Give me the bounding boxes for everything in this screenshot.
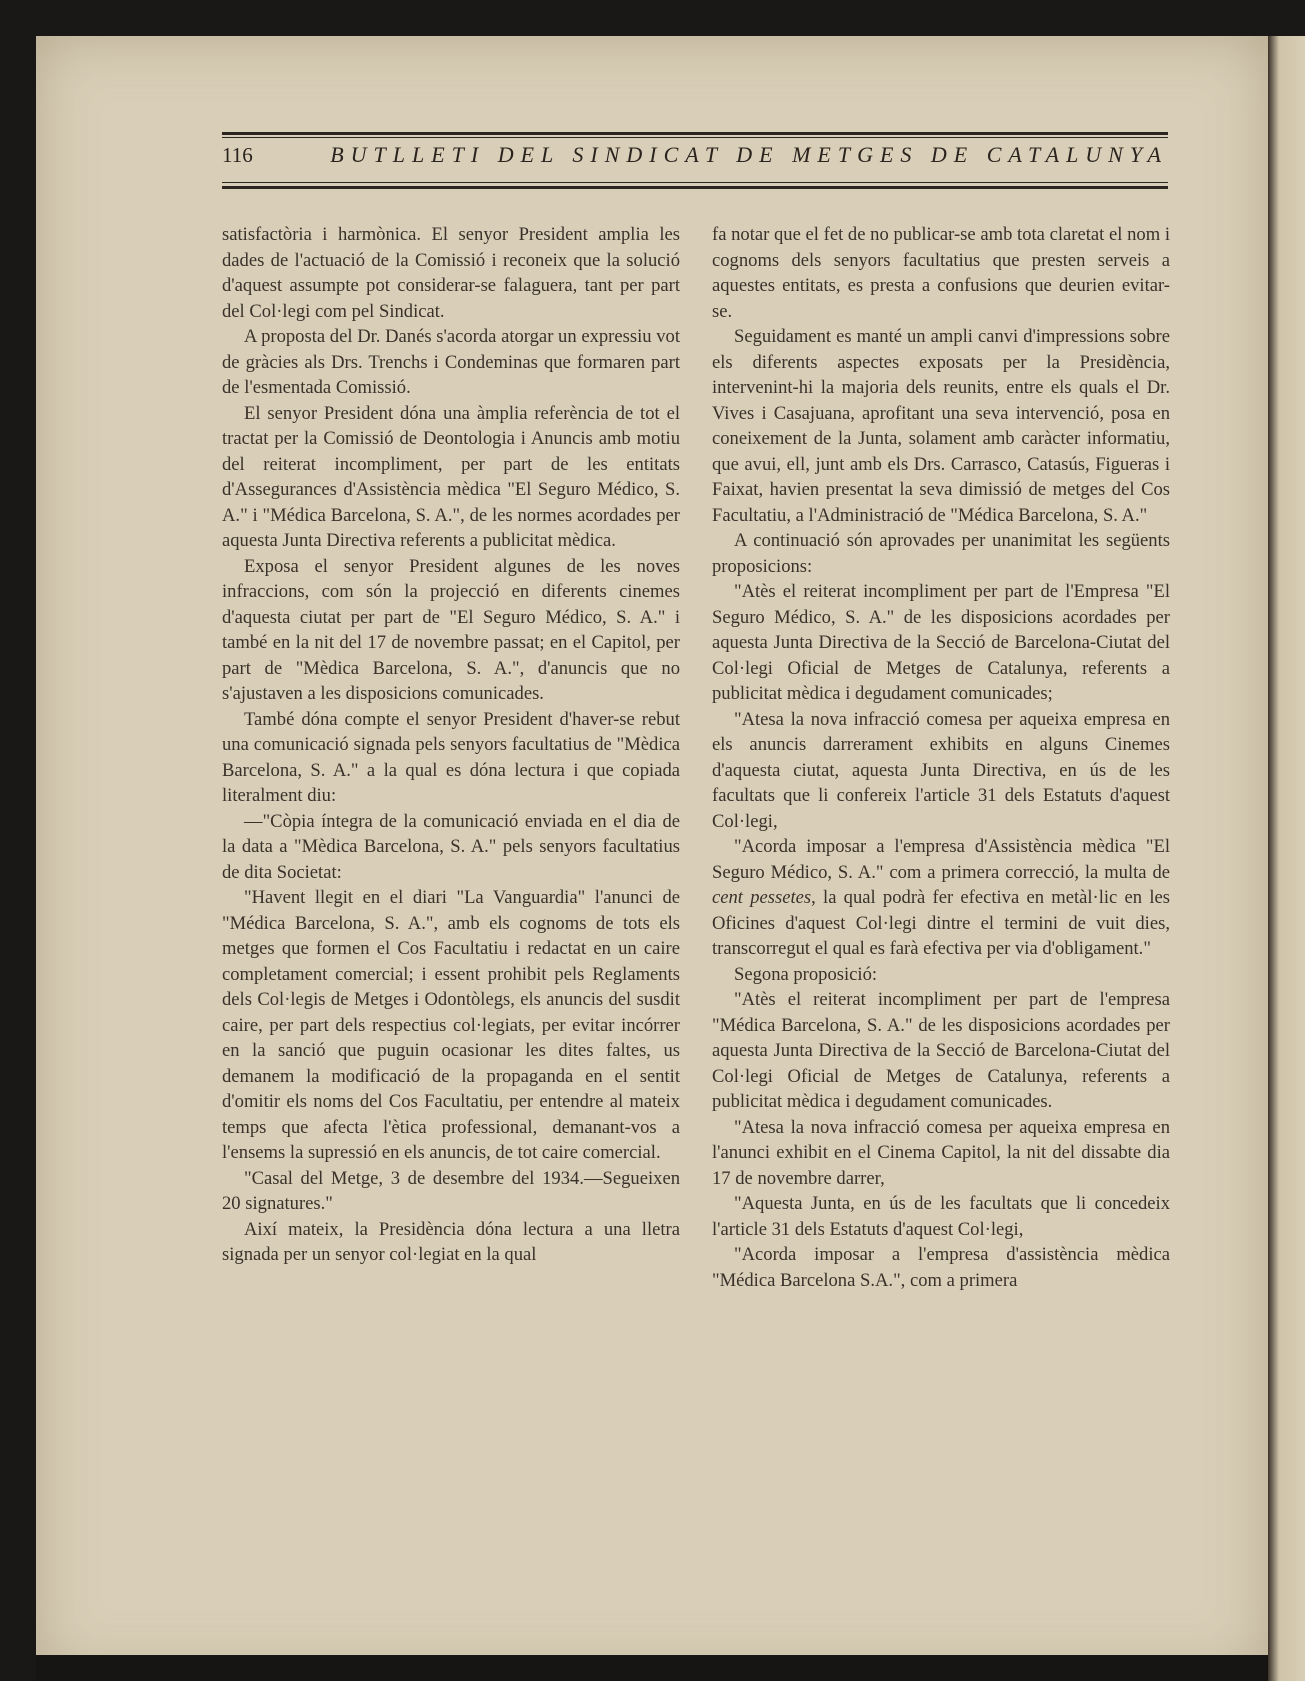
paragraph: "Aquesta Junta, en ús de les facultats que li concedeix l'article 31 dels Estatuts d'aquest Col·legi, — [712, 1193, 1170, 1240]
header-rule-bottom — [222, 186, 1168, 189]
paragraph: A proposta del Dr. Danés s'acorda atorgar un expressiu vot de gràcies als Drs. Trenchs i Condeminas que formaren part de l'esmentada Comissió. — [222, 326, 680, 398]
paragraph: —"Còpia íntegra de la comunicació enviada en el dia de la data a "Mèdica Barcelona, S. A." pels senyors facultatius de dita Societat: — [222, 810, 680, 883]
paragraph: Seguidament es manté un ampli canvi d'impressions sobre els diferents aspectes exposats per la Presidència, intervenint-hi la majoria dels reunits, entre els quals el Dr. Vives i Casajuana, aprofitant una seva intervenció, posa en coneixement de la Junta, solament amb caràcter informatiu, que avui, ell, junt amb els Drs. Carrasco, Catasús, Figueras i Faixat, havien presentat la seva dimissió de metges del Cos Facultatiu, a l'Administració de "Médica Barcelona, S. A." — [712, 326, 1170, 526]
header-rule-top-thin — [222, 137, 1168, 138]
paragraph: "Atès el reiterat incompliment per part de l'Empresa "El Seguro Médico, S. A." de les disposicions acordades per aquesta Junta Directiva de la Secció de Barcelona-Ciutat del Col·legi Oficial de Metges de Catalunya, referents a publicitat mèdica i degudament comunicades; — [712, 581, 1170, 704]
left-column — [222, 222, 680, 1268]
paragraph: "Acorda imposar a l'empresa d'assistència mèdica "Médica Barcelona S.A.", com a primera — [712, 1244, 1170, 1291]
paragraph: Així mateix, la Presidència dóna lectura a una lletra signada per un senyor col·legiat en la qual — [222, 1218, 680, 1265]
right-column — [712, 222, 1170, 1293]
paragraph: "Atesa la nova infracció comesa per aqueixa empresa en els anuncis darrerament exhibits en alguns Cinemes d'aquesta ciutat, aquesta Junta Directiva, en ús de les facultats que li confereix l'article 31 dels Estatuts d'aquest Col·legi, — [712, 708, 1170, 832]
paragraph: "Havent llegit en el diari "La Vanguardia" l'anunci de "Médica Barcelona, S. A.", amb els cognoms de tots els metges que formen el Cos Facultatiu i redactat en un caire completament comercial; i essent prohibit pels Reglaments dels Col·legis de Metges i Odontòlegs, els anuncis del susdit caire, per part dels respectius col·legiats, per evitar incórrer en la sanció que puguin ocasionar les dites faltes, us demanem la modificació de la propaganda en el sentit d'omitir els noms del Cos Facultatiu, per entendre al mateix temps que afecta l'ètica professional, demanant-vos a l'ensems la supressió en els anuncis, de tot caire comercial. — [222, 887, 680, 1163]
paragraph: A continuació són aprovades per unanimitat les següents proposicions: — [712, 530, 1170, 577]
paragraph: "Casal del Metge, 3 de desembre del 1934.—Segueixen 20 signatures." — [222, 1167, 680, 1214]
paragraph: "Atès el reiterat incompliment per part de l'empresa "Médica Barcelona, S. A." de les disposicions acordades per aquesta Junta Directiva de la Secció de Barcelona-Ciutat del Col·legi Oficial de Metges de Catalunya, referents a publicitat mèdica i degudament comunicades. — [712, 989, 1170, 1112]
paragraph: fa notar que el fet de no publicar-se amb tota claretat el nom i cognoms dels senyors facultatius que presten serveis a aquestes entitats, es presta a confusions que deurien evitar-se. — [712, 224, 1170, 322]
paragraph: "Acorda imposar a l'empresa d'Assistència mèdica "El Seguro Médico, S. A." com a primera correcció, la multa de cent pessetes, la qual podrà fer efectiva en metàl·lic en les Oficines d'aquest Col·legi dintre el termini de vuit dies, transcorregut el qual es farà efectiva per via d'obligament." — [712, 836, 1170, 959]
header-rule-bottom-thin — [222, 182, 1168, 183]
paragraph: Exposa el senyor President algunes de les noves infraccions, com són la projecció en diferents cinemes d'aquesta ciutat per part de "El Seguro Médico, S. A." i també en la nit del 17 de novembre passat; en el Capitol, per part de "Mèdica Barcelona, S. A.", d'anuncis que no s'ajustaven a les disposicions comunicades. — [222, 555, 680, 704]
paragraph: Segona proposició: — [734, 963, 878, 985]
paragraph: satisfactòria i harmònica. El senyor President amplia les dades de l'actuació de la Comissió i reconeix que la solució d'aquest assumpte pot considerar-se falaguera, tant per part del Col·legi com pel Sindicat. — [222, 224, 680, 322]
page-number: 116 — [222, 143, 253, 167]
journal-title: BUTLLETI DEL SINDICAT DE METGES DE CATALUNYA — [330, 142, 1168, 167]
paragraph: També dóna compte el senyor President d'haver-se rebut una comunicació signada pels senyors facultatius de "Mèdica Barcelona, S. A." a la qual es dóna lectura i que copiada literalment diu: — [222, 708, 680, 806]
fine-amount: cent pessetes — [712, 887, 812, 908]
paragraph: "Atesa la nova infracció comesa per aqueixa empresa en l'anunci exhibit en el Cinema Capitol, la nit del dissabte dia 17 de novembre darrer, — [712, 1116, 1170, 1189]
running-header — [222, 142, 1168, 176]
paragraph: El senyor President dóna una àmplia referència de tot el tractat per la Comissió de Deontologia i Anuncis amb motiu del reiterat incompliment, per part de les entitats d'Assegurances d'Assistència mèdica "El Seguro Médico, S. A." i "Médica Barcelona, S. A.", de les normes acordades per aquesta Junta Directiva referents a publicitat mèdica. — [222, 402, 680, 551]
scan-border — [36, 1655, 1268, 1681]
header-rule-top — [222, 132, 1168, 135]
page-edge — [1268, 36, 1305, 1681]
